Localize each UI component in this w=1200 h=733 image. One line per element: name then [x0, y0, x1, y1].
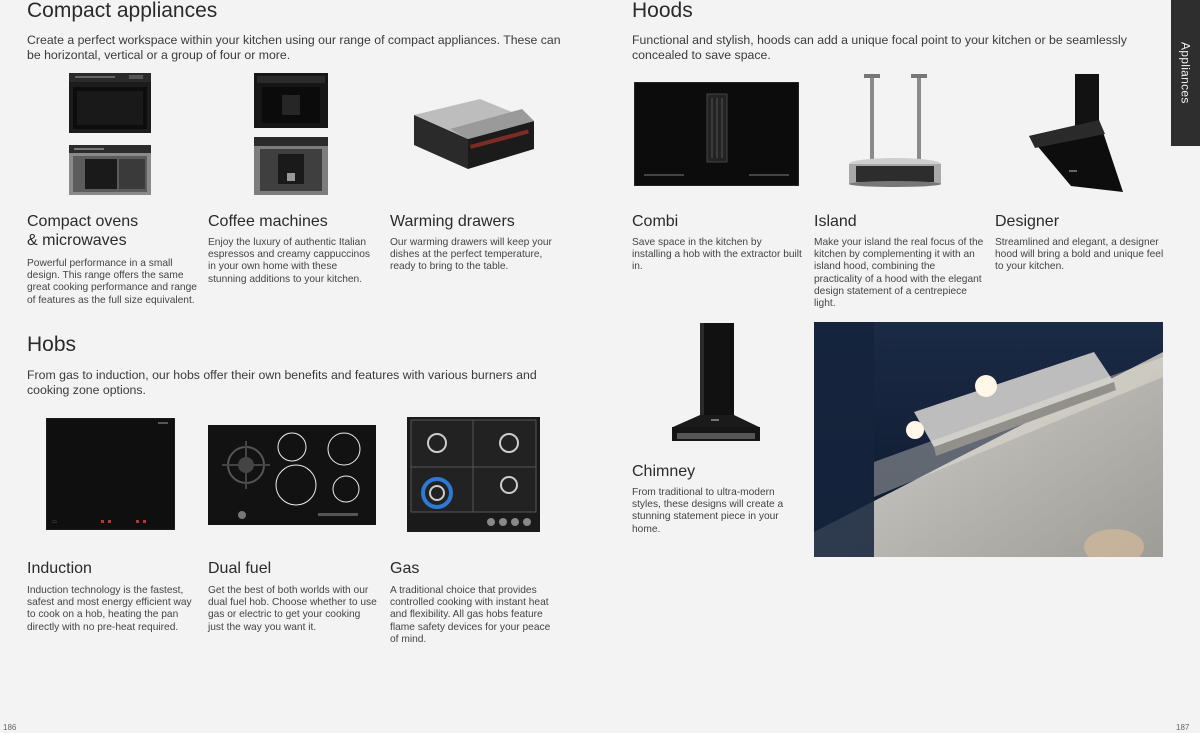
integrated-hood-photo — [814, 322, 1163, 557]
chimney-desc: From traditional to ultra-modern styles, these designs will create a stunning statement piece in your home. — [632, 487, 784, 535]
combi-desc: Save space in the kitchen by installing a hob with the extractor built in. — [632, 237, 802, 273]
page-number-right: 187 — [1176, 723, 1190, 732]
dual-fuel-desc: Get the best of both worlds with our dual fuel hob. Choose whether to use gas or electric to get your cooking just the way you want it. — [208, 585, 377, 633]
hoods-heading: Hoods — [632, 0, 693, 22]
designer-desc: Streamlined and elegant, a designer hood will bring a bold and unique feel to your kitchen. — [995, 237, 1164, 273]
gas-desc: A traditional choice that provides controlled cooking with instant heat and flexibility. All gas hobs feature flame safety devices for your peace of mind. — [390, 585, 551, 645]
designer-title: Designer — [995, 213, 1060, 230]
compact-appliances-heading: Compact appliances — [27, 0, 218, 22]
chimney-title: Chimney — [632, 463, 696, 480]
island-hood-image — [848, 74, 943, 187]
appliances-side-tab[interactable] — [1171, 0, 1200, 146]
dual-fuel-hob-image — [208, 425, 376, 525]
coffee-machine-steel-image — [254, 137, 328, 195]
compact-ovens-title-line1: Compact ovens — [27, 213, 139, 230]
coffee-machines-title: Coffee machines — [208, 213, 328, 230]
compact-ovens-title-line2: & microwaves — [27, 232, 127, 249]
warming-drawer-image — [410, 97, 536, 169]
compact-ovens-title — [27, 212, 138, 250]
gas-hob-image — [407, 417, 540, 532]
microwave-image — [69, 145, 151, 195]
coffee-machines-desc: Enjoy the luxury of authentic Italian espressos and creamy cappuccinos in your own home with these stunning additions to your kitchen. — [208, 237, 370, 285]
induction-title: Induction — [27, 560, 92, 577]
compact-ovens-desc: Powerful performance in a small design. This range offers the same great cooking performance and range of features as the full size equivalent. — [27, 258, 197, 306]
svg-text:▭: ▭ — [52, 519, 57, 525]
induction-hob-image — [46, 418, 175, 530]
warming-drawers-desc: Our warming drawers will keep your dishes at the perfect temperature, ready to bring to the table. — [390, 237, 552, 273]
combi-title: Combi — [632, 213, 679, 230]
page-number-left: 186 — [3, 723, 17, 732]
designer-hood-image — [1025, 74, 1125, 194]
hobs-intro: From gas to induction, our hobs offer their own benefits and features with various burners and cooking zone options. — [27, 368, 537, 397]
island-desc: Make your island the real focus of the kitchen by complementing it with an island hood, combining the practicality of a hood with the elegant design statement of a centrepiece light. — [814, 237, 984, 310]
warming-drawers-title: Warming drawers — [390, 213, 515, 230]
combi-hob-image — [634, 82, 799, 186]
compact-appliances-intro: Create a perfect workspace within your kitchen using our range of compact appliances. These can be horizontal, vertical or a group of four or more. — [27, 33, 561, 62]
appliances-side-tab-label: Appliances — [1178, 42, 1193, 104]
hobs-heading: Hobs — [27, 333, 77, 356]
chimney-hood-image — [671, 323, 761, 445]
hoods-intro: Functional and stylish, hoods can add a unique focal point to your kitchen or be seamlessly concealed to save space. — [632, 33, 1127, 62]
coffee-machine-black-image — [254, 73, 328, 128]
gas-title: Gas — [390, 560, 420, 577]
induction-desc: Induction technology is the fastest, safest and most energy efficient way to cook on a hob, heating the pan directly with no pre-heat required. — [27, 585, 192, 633]
dual-fuel-title: Dual fuel — [208, 560, 272, 577]
compact-oven-image — [69, 73, 151, 133]
island-title: Island — [814, 213, 857, 230]
